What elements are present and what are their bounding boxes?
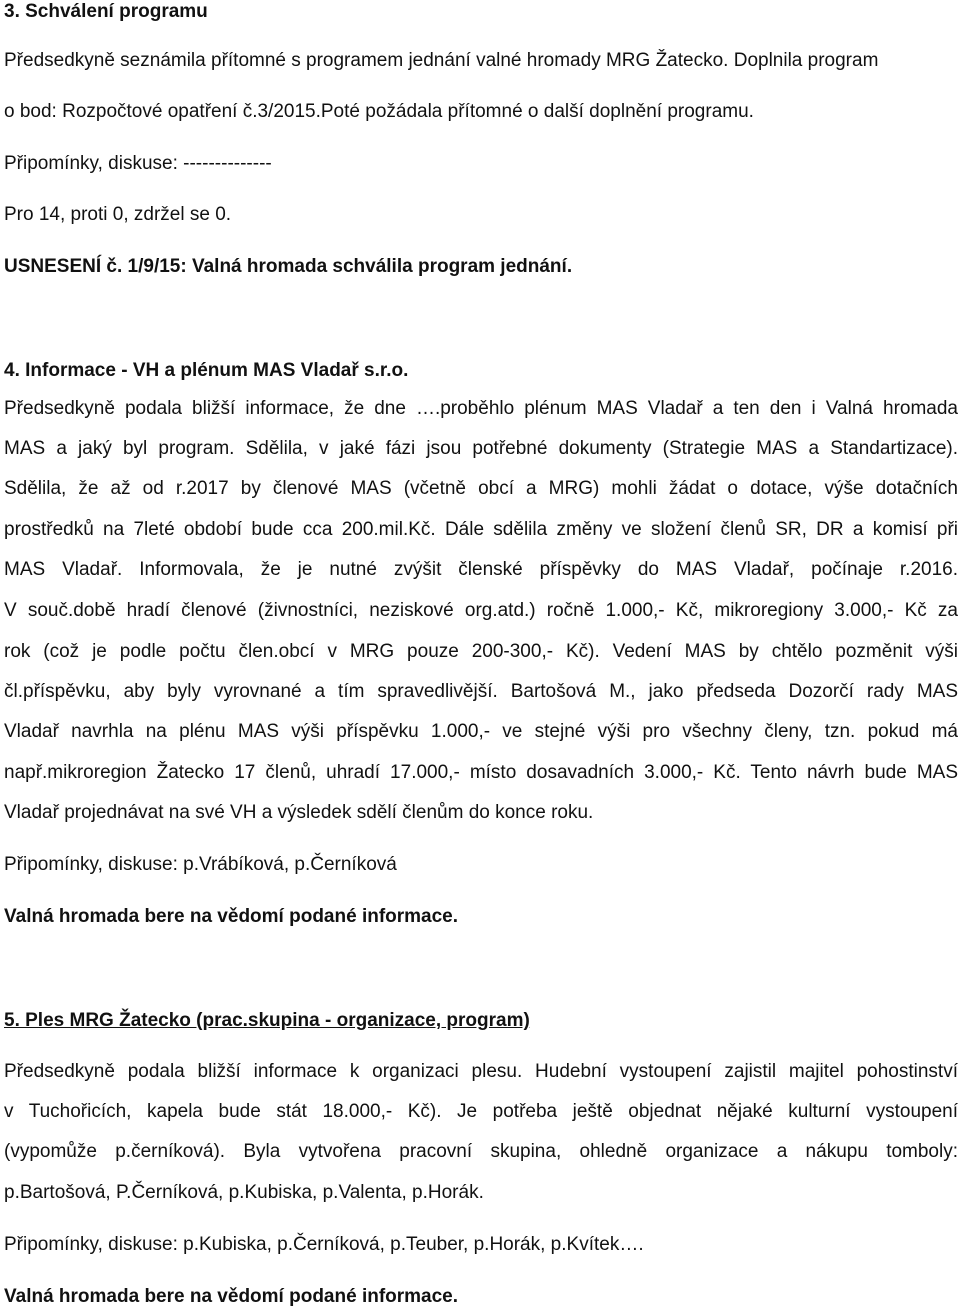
section-3-paragraph-line-2: o bod: Rozpočtové opatření č.3/2015.Poté požádala přítomné o další doplnění programu.: [4, 101, 754, 122]
section-5-line-3: (vypomůže p.černíková). Byla vytvořena pracovní skupina, ohledně organizace a nákupu tomboly:: [4, 1141, 958, 1162]
section-3-comments: Připomínky, diskuse: --------------: [4, 153, 272, 174]
section-4-line-6: V souč.době hradí členové (živnostníci, neziskové org.atd.) ročně 1.000,- Kč, mikroregiony 3.000,- Kč za: [4, 600, 958, 621]
section-5-resolution: Valná hromada bere na vědomí podané informace.: [4, 1286, 459, 1307]
section-4-line-8: čl.příspěvku, aby byly vyrovnané a tím spravedlivější. Bartošová M., jako předseda Dozorčí rady MAS: [4, 681, 958, 702]
section-5-line-2: v Tuchořicích, kapela bude stát 18.000,- Kč). Je potřeba ještě objednat nějaké kulturní vystoupení: [4, 1101, 958, 1122]
section-4-line-3: Sdělila, že až od r.2017 by členové MAS (včetně obcí a MRG) mohli žádat o dotace, výše dotačních: [4, 478, 958, 499]
section-4-line-4: prostředků na 7leté období bude cca 200.mil.Kč. Dále sdělila změny ve složení členů SR, DR a komisí při: [4, 519, 958, 540]
section-4-line-5: MAS Vladař. Informovala, že je nutné zvýšit členské příspěvky do MAS Vladař, počínaje r.2016.: [4, 559, 958, 580]
section-5-comments: Připomínky, diskuse: p.Kubiska, p.Černíková, p.Teuber, p.Horák, p.Kvítek….: [4, 1234, 644, 1255]
section-3-resolution: USNESENÍ č. 1/9/15: Valná hromada schválila program jednání.: [4, 256, 573, 277]
section-4-line-1: Předsedkyně podala bližší informace, že dne ….proběhlo plénum MAS Vladař a ten den i Valná hromada: [4, 398, 958, 419]
section-3-paragraph-line-1: Předsedkyně seznámila přítomné s programem jednání valné hromady MRG Žatecko. Doplnila program: [4, 50, 879, 71]
section-4-line-9: Vladař navrhla na plénu MAS výši příspěvku 1.000,- ve stejné výši pro všechny členy, tzn. pokud má: [4, 721, 958, 742]
section-5-line-4: p.Bartošová, P.Černíková, p.Kubiska, p.Valenta, p.Horák.: [4, 1182, 484, 1203]
section-3-heading: 3. Schválení programu: [4, 1, 208, 22]
section-4-line-11: Vladař projednávat na své VH a výsledek sdělí členům do konce roku.: [4, 802, 594, 823]
section-4-resolution: Valná hromada bere na vědomí podané informace.: [4, 906, 459, 927]
section-4-comments: Připomínky, diskuse: p.Vrábíková, p.Černíková: [4, 854, 397, 875]
section-4-line-2: MAS a jaký byl program. Sdělila, v jaké fázi jsou potřebné dokumenty (Strategie MAS a Standartizace).: [4, 438, 958, 459]
section-5-heading: 5. Ples MRG Žatecko (prac.skupina - organizace, program): [4, 1010, 530, 1031]
section-5-line-1: Předsedkyně podala bližší informace k organizaci plesu. Hudební vystoupení zajistil majitel pohostinství: [4, 1061, 958, 1082]
section-4-line-10: např.mikroregion Žatecko 17 členů, uhradí 17.000,- místo dosavadních 3.000,- Kč. Tento návrh bude MAS: [4, 762, 958, 783]
section-3-vote: Pro 14, proti 0, zdržel se 0.: [4, 204, 232, 225]
section-4-line-7: rok (což je podle počtu člen.obcí v MRG pouze 200-300,- Kč). Vedení MAS by chtělo pozměnit výši: [4, 641, 958, 662]
section-4-heading: 4. Informace - VH a plénum MAS Vladař s.r.o.: [4, 360, 409, 381]
